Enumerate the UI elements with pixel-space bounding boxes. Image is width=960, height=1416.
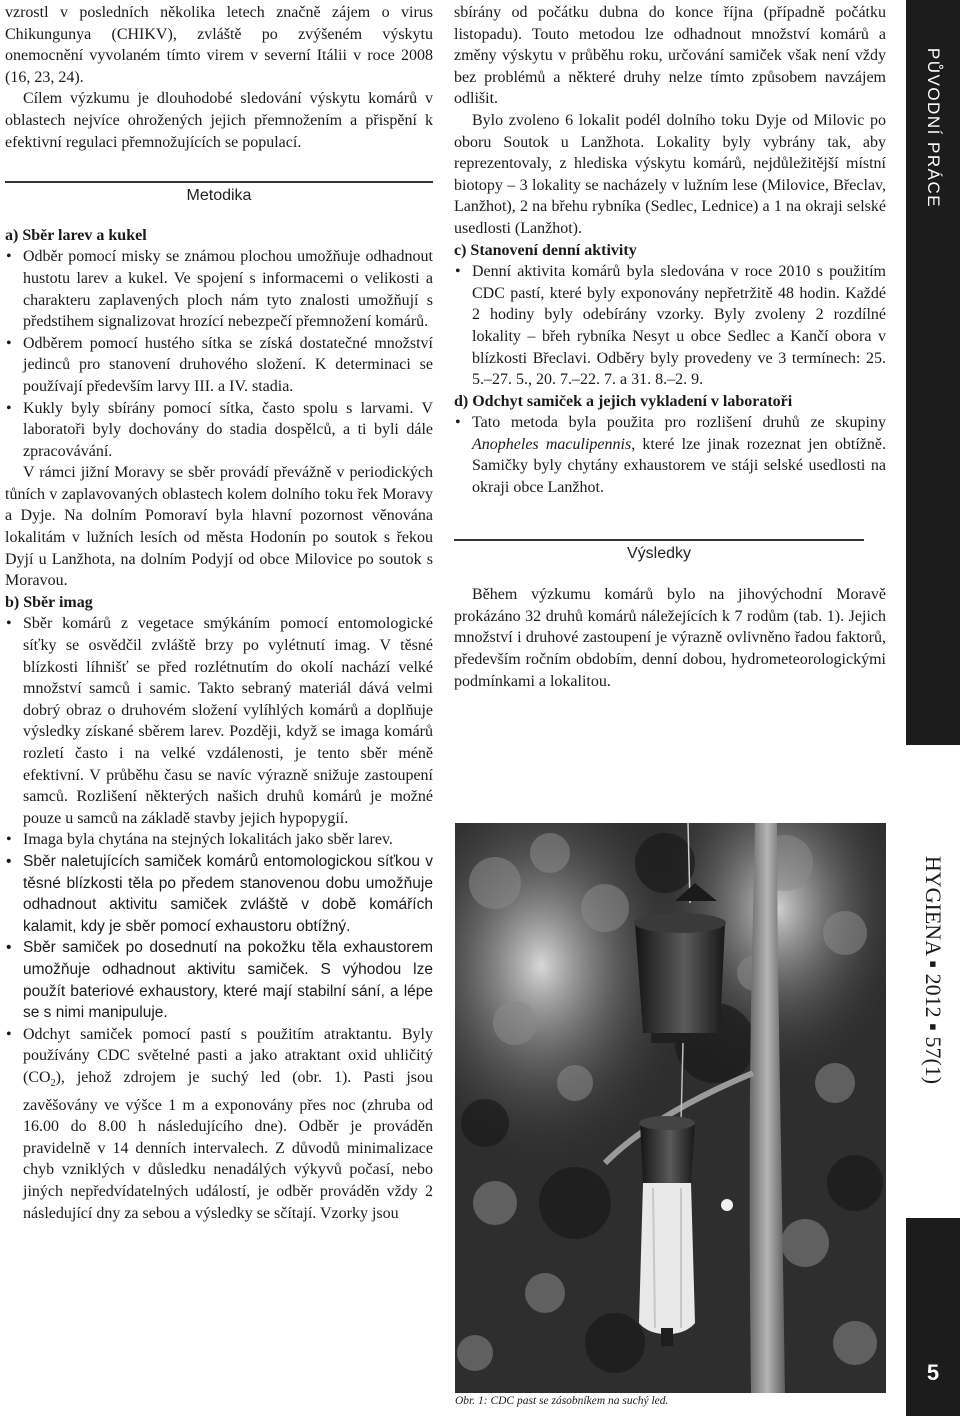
journal-reference: HYGIENA ▪ 2012 ▪ 57(1) xyxy=(921,855,946,1085)
intro-paragraph-2: Cílem výzkumu je dlouhodobé sledování výskytu komárů v oblastech nejvíce ohrožených jejich přemnožením a přispění k efektivní regulaci přemnožujících se populací. xyxy=(5,90,433,151)
subheading-a: a) Sběr larev a kukel xyxy=(5,226,147,244)
figure-photo xyxy=(455,823,886,1393)
left-column xyxy=(5,2,433,1224)
list-item: • Sběr komárů z vegetace smýkáním pomocí entomologické síťky se osvědčil zvláště brzy po vylétnutí imag. V těsné blízkosti líhnišť se před rozlétnutím do okolí nachází velké množství samců i samic. Takto sebraný materiál dává velmi dobrý obraz o druhovém složení vylíhlých komárů a doplňuje výsledky získané sběrem larev. Později, když se imaga komárů rozletí často i na velké vzdálenosti, je tento sběr méně efektivní. V průběhu času se navíc výrazně snižuje zastoupení samců. Rozlišení některých našich druhů komárů je možné pouze u samců na základě stavby jejich hypopygií. xyxy=(5,613,433,829)
intro-paragraph-1: vzrostl v posledních několika letech značně zájem o virus Chikungunya (CHIKV), zvláště po zvýšeném výskytu onemocnění vyvolaném tímto virem v severní Itálii v roce 2008 (16, 23, 24). xyxy=(5,4,433,86)
page-number: 5 xyxy=(926,1360,940,1385)
list-item: • Sběr samiček po dosednutí na pokožku těla exhaustorem umožňuje odhadnout aktivitu samiček. S výhodou lze použít bateriové exhaustory, které mají stabilní sání, a lépe se s nimi manipuluje. xyxy=(5,937,433,1023)
subheading-d: d) Odchyt samiček a jejich vykladení v laboratoři xyxy=(454,392,793,410)
list-item-text-a: Odchyt samiček pomocí pastí s použitím atraktantu. Byly používány CDC světelné pasti a jako atraktant oxid uhličitý (CO xyxy=(23,1025,433,1086)
paragraph-morava: V rámci jižní Moravy se sběr provádí převážně v periodických tůních v zaplavovaných oblastech kolem dolního toku řek Moravy a Dyje. Na dolním Pomoraví byla hlavní pozornost věnována lokalitám v lužních lesích od města Hodonín po soutok s řekou Dyjí u Lanžhota, na dolním Podyjí od obce Milovice po soutok s Moravou. xyxy=(5,464,433,590)
list-item: • Kukly byly sbírány pomocí sítka, často spolu s larvami. V laboratoři byly dochovány do stadia dospělců, a ti byli dále zpracovávání. xyxy=(5,398,433,463)
subheading-c: c) Stanovení denní aktivity xyxy=(454,241,637,259)
list-item-text-b: ), jehož zdrojem je suchý led (obr. 1). Pasti jsou zavěšovány ve výšce 1 m a exponovány přes noc (zhruba od 16.00 do 8.00 h následujícího dne). Odběr je prováděn pravidelně v 14 denních intervalech. Z důvodů minimalizace chyb vzniklých v důsledku nenadálých výkyvů počasí, nebo jiných nepředvídatelných událostí, je odběr prováděn vždy 2 následující dny za sebou a výsledky se sčítají. Vzorky jsou xyxy=(23,1068,433,1222)
species-name: Anopheles maculipennis xyxy=(472,435,632,453)
list-b xyxy=(5,613,433,1224)
list-item: • Odběrem pomocí hustého sítka se získá dostatečné množství jedinců pro stanovení druhového složení. K determinaci se používají především larvy III. a IV. stadia. xyxy=(5,333,433,398)
cdc-trap-photo xyxy=(455,823,886,1393)
subheading-b: b) Sběr imag xyxy=(5,593,93,611)
figure-caption: Obr. 1: CDC past se zásobníkem na suchý led. xyxy=(455,1395,669,1407)
list-item: • Denní aktivita komárů byla sledována v roce 2010 s použitím CDC pastí, které byly exponovány nepřetržitě 48 hodin. Každé 2 hodiny byly odebírány vzorky. Byly zvoleny 2 rozdílné lokality – břeh rybníka Nesyt u obce Sedlec a Kančí obora v blízkosti Břeclavi. Odběry byly provedeny ve 3 termínech: 25. 5.–27. 5., 20. 7.–22. 7. a 31. 8.–2. 9. xyxy=(454,261,886,391)
right-column xyxy=(454,2,886,692)
heading-metodika: Metodika xyxy=(5,181,433,207)
list-item-text-b: , které lze jinak rozeznat jen obtížně. Samičky byly chytány exhaustorem ve stáji selské usedlosti na okraji obce Lanžhot. xyxy=(472,435,887,497)
list-item: • Odběr pomocí misky se známou plochou umožňuje odhadnout hustotu larev a kukel. Ve spojení s informacemi o velikosti a charakteru zaplavených ploch nám tyto znalosti umožňují s předstihem signalizovat hrozící nebezpečí přemnožení komárů. xyxy=(5,246,433,332)
list-a xyxy=(5,246,433,462)
page-number-box xyxy=(906,1218,960,1416)
list-d xyxy=(454,412,886,498)
list-item xyxy=(454,412,886,498)
list-item: • Imaga byla chytána na stejných lokalitách jako sběr larev. xyxy=(5,829,433,851)
heading-vysledky: Výsledky xyxy=(454,539,864,565)
continued-paragraph: sbírány od počátku dubna do konce října (případně počátku listopadu). Touto metodou lze odhadnout množství komárů a změny výskytu v průběhu roku, určování samiček však není vždy bez problémů a některé druhy nelze tímto způsobem navzájem odlišit. xyxy=(454,4,886,108)
locality-paragraph: Bylo zvoleno 6 lokalit podél dolního toku Dyje od Milovic po oboru Soutok u Lanžhota. Lokality byly vybrány tak, aby reprezentovaly, z hlediska výskytu komárů, nejdůležitější místní biotopy – 3 lokality se nacházely v lužním lese (Milovice, Břeclav, Lanžhot), 2 na břehu rybníka (Sedlec, Lednice) a 1 na okraji selské usedlosti (Lanžhot). xyxy=(454,111,886,237)
list-item: • Sběr naletujících samiček komárů entomologickou síťkou v těsné blízkosti těla po předem stanovenou dobu umožňuje odhadnout aktivitu samiček zvláště v době komářích kalamit, kdy je sběr pomocí exhaustoru obtížný. xyxy=(5,851,433,937)
section-label-box xyxy=(906,0,960,745)
results-paragraph: Během výzkumu komárů bylo na jihovýchodní Moravě prokázáno 32 druhů komárů náležejících k 7 rodům (tab. 1). Jejich množství i druhové zastoupení je výrazně ovlivněno řadou faktorů, především ročním obdobím, denní dobou, hydrometeorologickými podmínkami a lokalitou. xyxy=(454,586,886,690)
list-item-text-a: Tato metoda byla použita pro rozlišení druhů ze skupiny xyxy=(472,414,886,432)
co2-subscript: 2 xyxy=(50,1078,56,1090)
list-c xyxy=(454,261,886,391)
section-label: PŮVODNÍ PRÁCE xyxy=(924,47,943,209)
list-item xyxy=(5,1024,433,1225)
